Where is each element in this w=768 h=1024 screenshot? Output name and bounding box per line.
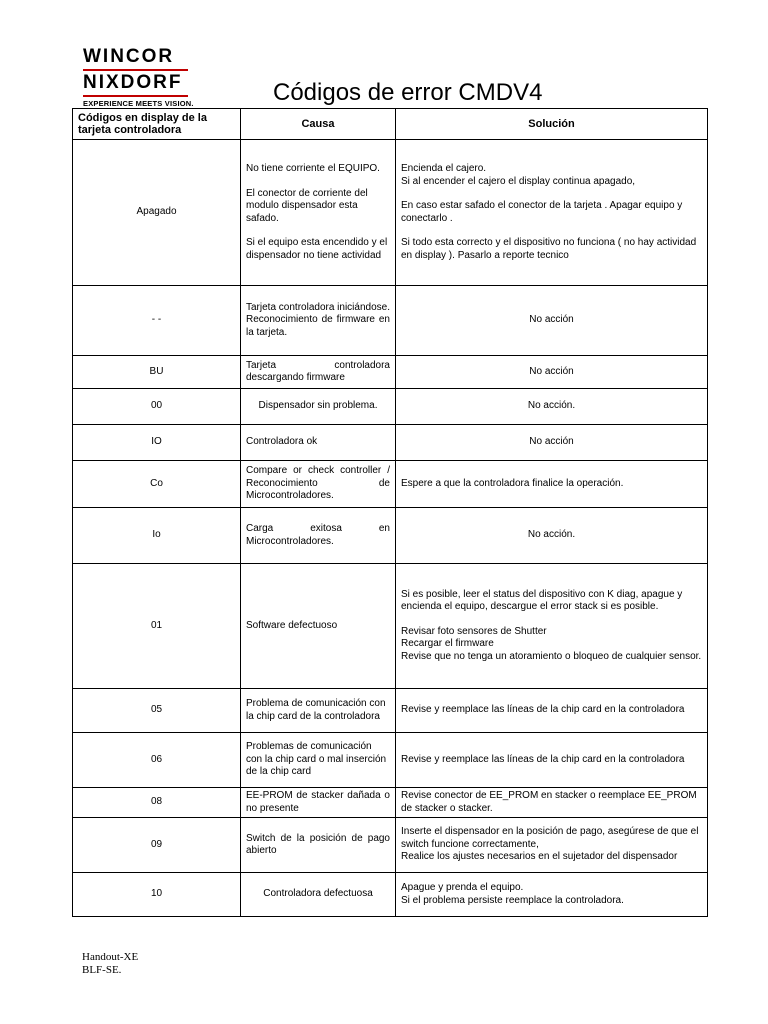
page-title: Códigos de error CMDV4	[273, 79, 543, 106]
causa-text: Controladora defectuosa	[263, 888, 373, 900]
table-row	[73, 461, 708, 508]
causa-text: Compare or check controller / Reconocimiento de Microcontroladores.	[246, 465, 390, 502]
solucion-text: Inserte el dispensador en la posición de pago, asegúrese de que el switch funcione correctamente,	[401, 826, 699, 850]
causa-cell	[241, 689, 396, 733]
error-code: Co	[73, 461, 241, 508]
solucion-cell	[396, 733, 708, 788]
error-code: 09	[73, 818, 241, 873]
solucion-text: No acción	[529, 365, 574, 377]
solucion-text: Revise que no tenga un atoramiento o bloqueo de cualquier sensor.	[401, 650, 702, 662]
causa-cell	[241, 564, 396, 689]
causa-cell	[241, 818, 396, 873]
logo-tagline: EXPERIENCE MEETS VISION.	[83, 99, 194, 108]
causa-cell	[241, 389, 396, 425]
solucion-text: Si todo esta correcto y el dispositivo no funciona ( no hay actividad en display ). Pasarlo a reporte tecnico	[401, 237, 697, 261]
causa-text: Problemas de comunicación con la chip card o mal inserción de la chip card	[246, 741, 387, 778]
causa-text: Tarjeta controladora descargando firmware	[246, 359, 390, 383]
causa-cell	[241, 508, 396, 564]
causa-cell	[241, 140, 396, 286]
table-row	[73, 564, 708, 689]
error-code: Io	[73, 508, 241, 564]
causa-text: Software defectuoso	[246, 619, 338, 631]
table-row	[73, 873, 708, 917]
table-row	[73, 286, 708, 356]
logo-line-2: NIXDORF	[83, 72, 183, 93]
solucion-text: Si es posible, leer el status del dispositivo con K diag, apague y encienda el equipo, descargue el error stack si es posible.	[401, 588, 683, 613]
header-causa: Causa	[241, 109, 396, 140]
solucion-text: Revise y reemplace las líneas de la chip card en la controladora	[401, 704, 685, 716]
table-row	[73, 508, 708, 564]
solucion-text: Espere a que la controladora finalice la operación.	[401, 477, 624, 489]
causa-text: Switch de la posición de pago abierto	[246, 832, 390, 856]
table-row	[73, 788, 708, 818]
solucion-text: Revisar foto sensores de Shutter	[401, 625, 547, 637]
footer	[82, 951, 138, 977]
solucion-text: No acción	[529, 436, 574, 448]
table-row	[73, 425, 708, 461]
solucion-cell	[396, 508, 708, 564]
solucion-text: Encienda el cajero.	[401, 163, 487, 174]
error-code: Apagado	[73, 140, 241, 286]
solucion-text: No acción.	[527, 400, 576, 412]
causa-cell	[241, 788, 396, 818]
solucion-cell	[396, 389, 708, 425]
solucion-cell	[396, 425, 708, 461]
causa-cell	[241, 873, 396, 917]
table-row	[73, 389, 708, 425]
table-header-row	[73, 109, 708, 140]
table-row	[73, 140, 708, 286]
solucion-cell	[396, 818, 708, 873]
solucion-text: Realice los ajustes necesarios en el sujetador del dispensador	[401, 851, 678, 863]
causa-cell	[241, 733, 396, 788]
solucion-text: No acción.	[527, 529, 576, 541]
error-code: 06	[73, 733, 241, 788]
solucion-cell	[396, 461, 708, 508]
header-codes: Códigos en display de la tarjeta controladora	[73, 109, 241, 140]
causa-text: Controladora ok	[246, 436, 318, 448]
causa-text: Carga exitosa en Microcontroladores.	[246, 523, 390, 547]
causa-text: Problema de comunicación con la chip card de la controladora	[246, 698, 386, 722]
header-solucion: Solución	[396, 109, 708, 140]
causa-text: Si el equipo esta encendido y el dispensador no tiene actividad	[246, 237, 388, 261]
solucion-text: Apague y prenda el equipo.	[401, 882, 524, 893]
solucion-cell	[396, 286, 708, 356]
causa-text: No tiene corriente el EQUIPO.	[246, 163, 380, 174]
solucion-text: Revise y reemplace las líneas de la chip card en la controladora	[401, 753, 685, 765]
error-code: 10	[73, 873, 241, 917]
solucion-cell	[396, 140, 708, 286]
causa-cell	[241, 286, 396, 356]
footer-line-1: Handout-XE	[82, 951, 139, 963]
solucion-text: Revise conector de EE_PROM en stacker o reemplace EE_PROM de stacker o stacker.	[401, 790, 697, 814]
wincor-nixdorf-logo	[83, 46, 198, 108]
solucion-text: No acción	[529, 314, 574, 326]
causa-text: EE-PROM de stacker dañada o no presente	[246, 790, 390, 814]
footer-line-2: BLF-SE.	[82, 964, 122, 976]
solucion-text: Recargar el firmware	[401, 638, 494, 650]
logo-divider	[83, 69, 188, 71]
causa-text: Tarjeta controladora iniciándose. Reconocimiento de firmware en la tarjeta.	[246, 301, 390, 338]
error-code: 08	[73, 788, 241, 818]
causa-cell	[241, 461, 396, 508]
solucion-text: Si al encender el cajero el display continua apagado,	[401, 175, 636, 187]
error-code: 01	[73, 564, 241, 689]
table-row	[73, 356, 708, 389]
error-code: BU	[73, 356, 241, 389]
causa-text: El conector de corriente del modulo dispensador esta safado.	[246, 187, 368, 224]
causa-text: Dispensador sin problema.	[258, 400, 378, 412]
solucion-cell	[396, 788, 708, 818]
error-code: IO	[73, 425, 241, 461]
causa-cell	[241, 425, 396, 461]
error-code: - -	[73, 286, 241, 356]
solucion-cell	[396, 564, 708, 689]
table-row	[73, 818, 708, 873]
error-code: 05	[73, 689, 241, 733]
causa-cell	[241, 356, 396, 389]
solucion-cell	[396, 356, 708, 389]
table-row	[73, 733, 708, 788]
solucion-cell	[396, 873, 708, 917]
solucion-text: Si el problema persiste reemplace la controladora.	[401, 894, 624, 906]
logo-divider	[83, 95, 188, 97]
table-row	[73, 689, 708, 733]
solucion-text: En caso estar safado el conector de la tarjeta . Apagar equipo y conectarlo .	[401, 200, 683, 224]
logo-line-1: WINCOR	[83, 46, 175, 67]
error-code: 00	[73, 389, 241, 425]
solucion-cell	[396, 689, 708, 733]
error-codes-table	[72, 108, 708, 917]
